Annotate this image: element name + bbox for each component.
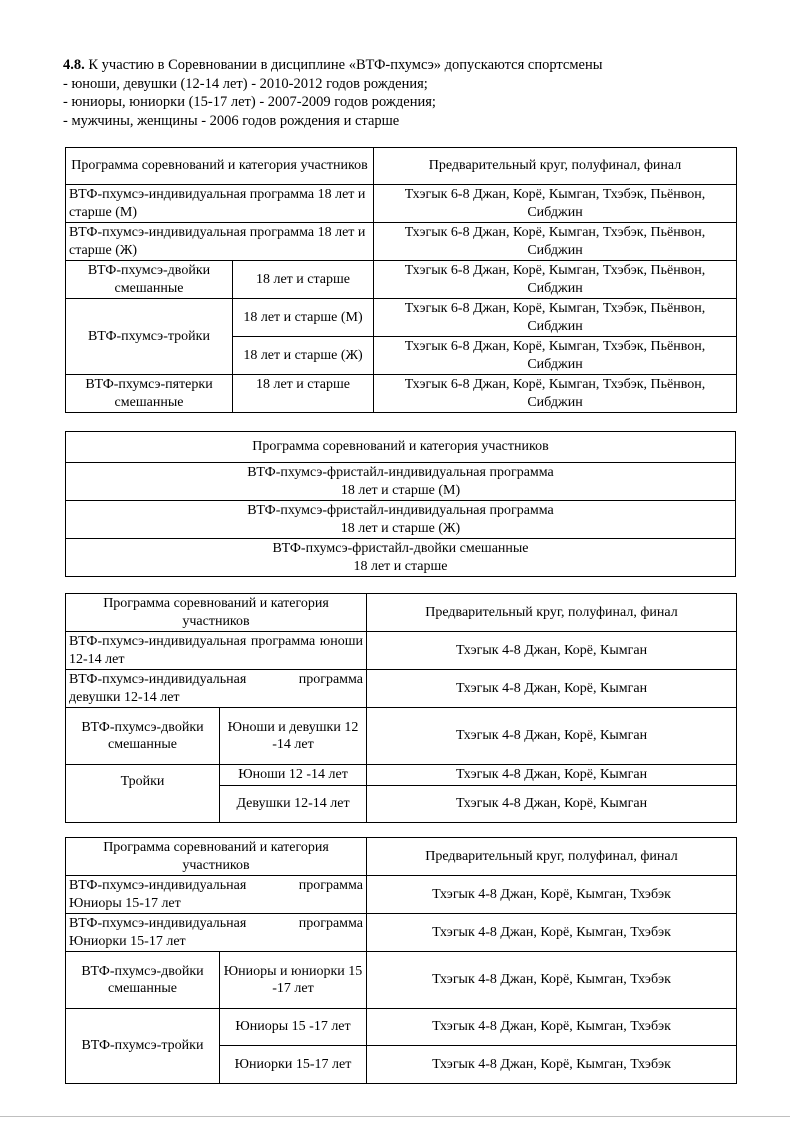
program-cell: ВТФ-пхумсэ-индивидуальная программа юноши 12-14 лет (66, 632, 367, 670)
rounds-cell: Тхэгык 4-8 Джан, Корё, Кымган, Тхэбэк (367, 1009, 737, 1046)
table-header-program: Программа соревнований и категория участников (66, 838, 367, 876)
page-bottom-divider (0, 1116, 790, 1117)
table-header-program: Программа соревнований и категория участников (66, 594, 367, 632)
rounds-cell: Тхэгык 4-8 Джан, Корё, Кымган, Тхэбэк (367, 1046, 737, 1084)
age-cell: Юниоры и юниорки 15 -17 лет (220, 952, 367, 1009)
rounds-cell: Тхэгык 6-8 Джан, Корё, Кымган, Тхэбэк, Пьёнвон, Сибджин (374, 299, 737, 337)
intro-line: - юноши, девушки (12-14 лет) - 2010-2012 годов рождения; (63, 75, 428, 92)
program-cell: ВТФ-пхумсэ-тройки (66, 1009, 220, 1084)
program-cell: ВТФ-пхумсэ-индивидуальная программа 18 лет и старше (Ж) (66, 223, 374, 261)
program-cell: ВТФ-пхумсэ-пятерки смешанные (66, 375, 233, 413)
program-cell: ВТФ-пхумсэ-двойки смешанные (66, 261, 233, 299)
rounds-cell: Тхэгык 4-8 Джан, Корё, Кымган (367, 632, 737, 670)
program-name: ВТФ-пхумсэ-фристайл-двойки смешанные (272, 541, 529, 556)
age-cell: 18 лет и старше (М) (233, 299, 374, 337)
program-name: ВТФ-пхумсэ-фристайл-индивидуальная программа (247, 503, 554, 518)
rounds-cell: Тхэгык 4-8 Джан, Корё, Кымган (367, 670, 737, 708)
program-cell: ВТФ-пхумсэ-индивидуальная программа Юниоры 15-17 лет (66, 876, 367, 914)
rounds-cell: Тхэгык 4-8 Джан, Корё, Кымган, Тхэбэк (367, 914, 737, 952)
age-cell: Юниорки 15-17 лет (220, 1046, 367, 1084)
rounds-cell: Тхэгык 6-8 Джан, Корё, Кымган, Тхэбэк, Пьёнвон, Сибджин (374, 375, 737, 413)
section-number: 4.8. (63, 57, 85, 73)
program-cell: ВТФ-пхумсэ-индивидуальная программа 18 лет и старше (М) (66, 185, 374, 223)
age-cell: Юноши и девушки 12 -14 лет (220, 708, 367, 765)
intro-paragraph (63, 56, 743, 130)
rounds-cell: Тхэгык 4-8 Джан, Корё, Кымган, Тхэбэк (367, 952, 737, 1009)
age-cell: Юниоры 15 -17 лет (220, 1009, 367, 1046)
rounds-cell: Тхэгык 4-8 Джан, Корё, Кымган (367, 785, 737, 822)
intro-heading-line (63, 56, 743, 75)
table-header-rounds: Предварительный круг, полуфинал, финал (367, 838, 737, 876)
intro-line: - юниоры, юниорки (15-17 лет) - 2007-2009 годов рождения; (63, 94, 436, 110)
program-cell: Тройки (66, 765, 220, 823)
rounds-cell: Тхэгык 6-8 Джан, Корё, Кымган, Тхэбэк, Пьёнвон, Сибджин (374, 185, 737, 223)
age-cell: 18 лет и старше (233, 261, 374, 299)
program-cell: ВТФ-пхумсэ-двойки смешанные (66, 708, 220, 765)
freestyle-program-table (65, 431, 736, 577)
table-header-rounds: Предварительный круг, полуфинал, финал (374, 148, 737, 185)
rounds-cell: Тхэгык 6-8 Джан, Корё, Кымган, Тхэбэк, Пьёнвон, Сибджин (374, 223, 737, 261)
freestyle-cell (66, 463, 736, 501)
table-header-rounds: Предварительный круг, полуфинал, финал (367, 594, 737, 632)
rounds-cell: Тхэгык 4-8 Джан, Корё, Кымган, Тхэбэк (367, 876, 737, 914)
age-cell: Юноши 12 -14 лет (220, 765, 367, 786)
table-header-program: Программа соревнований и категория участников (66, 148, 374, 185)
rounds-cell: Тхэгык 6-8 Джан, Корё, Кымган, Тхэбэк, Пьёнвон, Сибджин (374, 261, 737, 299)
program-cell: ВТФ-пхумсэ-двойки смешанные (66, 952, 220, 1009)
intro-line: - мужчины, женщины - 2006 годов рождения и старше (63, 112, 400, 129)
age-cell: 18 лет и старше (Ж) (233, 337, 374, 375)
rounds-cell: Тхэгык 4-8 Джан, Корё, Кымган (367, 765, 737, 786)
intro-heading: К участию в Соревновании в дисциплине «ВТФ-пхумсэ» допускаются спортсмены (88, 57, 603, 73)
rounds-cell: Тхэгык 4-8 Джан, Корё, Кымган (367, 708, 737, 765)
category-name: 18 лет и старше (353, 558, 448, 574)
cadets-program-table (65, 593, 737, 823)
program-cell: ВТФ-пхумсэ-тройки (66, 299, 233, 375)
juniors-program-table (65, 837, 737, 1084)
freestyle-cell (66, 501, 736, 539)
table-header-program: Программа соревнований и категория участников (66, 432, 736, 463)
category-name: 18 лет и старше (Ж) (340, 520, 461, 536)
program-name: ВТФ-пхумсэ-фристайл-индивидуальная программа (247, 465, 554, 480)
age-cell: 18 лет и старше (233, 375, 374, 413)
program-cell: ВТФ-пхумсэ-индивидуальная программа Юниорки 15-17 лет (66, 914, 367, 952)
adults-program-table (65, 147, 737, 413)
category-name: 18 лет и старше (М) (340, 482, 461, 498)
age-cell: Девушки 12-14 лет (220, 785, 367, 822)
freestyle-cell (66, 539, 736, 577)
rounds-cell: Тхэгык 6-8 Джан, Корё, Кымган, Тхэбэк, Пьёнвон, Сибджин (374, 337, 737, 375)
program-cell: ВТФ-пхумсэ-индивидуальная программа девушки 12-14 лет (66, 670, 367, 708)
